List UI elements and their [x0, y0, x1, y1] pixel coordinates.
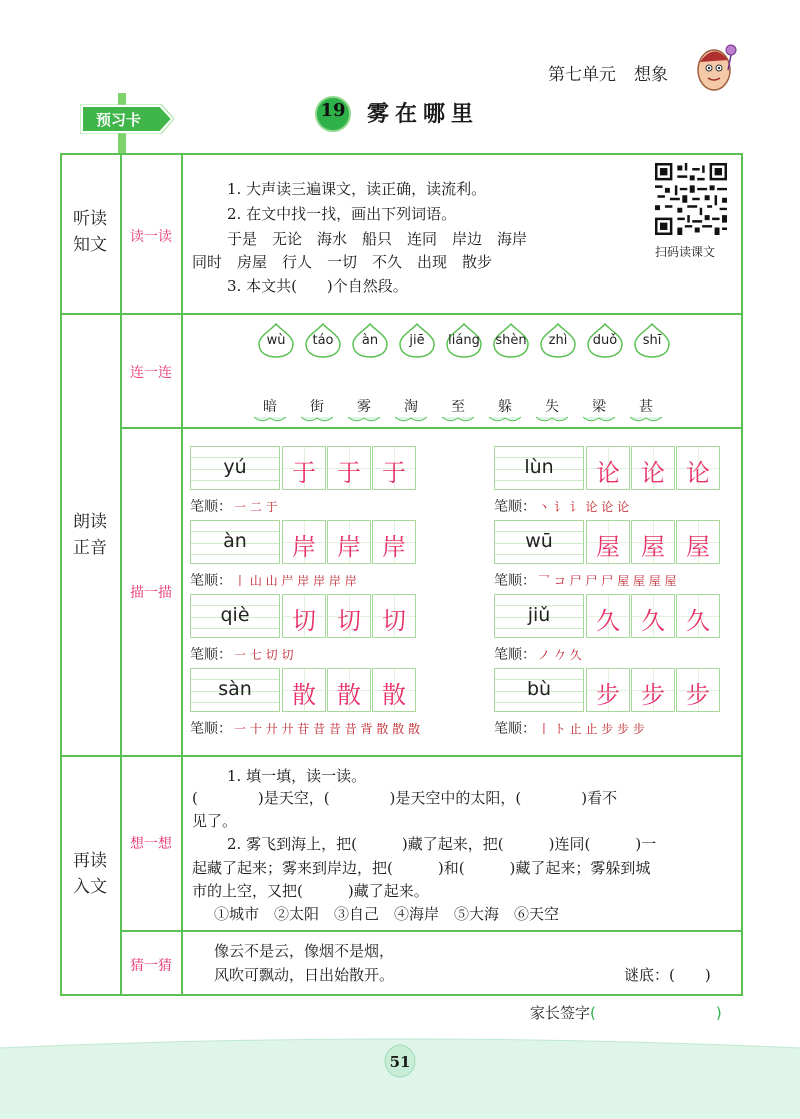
trace-char-box[interactable] — [282, 594, 326, 638]
reread-line-3: 见了。 — [192, 812, 238, 830]
sub-label-guess: 猜一猜 — [130, 958, 172, 974]
trace-row — [494, 594, 720, 638]
trace-char-box[interactable] — [631, 594, 675, 638]
pinyin-text: sàn — [218, 678, 252, 700]
trace-char: 岸 — [292, 533, 316, 561]
trace-char: 散 — [382, 681, 406, 709]
riddle-line-1: 像云不是云，像烟不是烟， — [214, 942, 395, 960]
trace-char: 岸 — [337, 533, 361, 561]
trace-char: 散 — [337, 681, 361, 709]
divider — [120, 427, 743, 429]
section-label-listen: 听读 知文 — [73, 209, 107, 255]
stroke-order — [494, 496, 629, 516]
pinyin-text: qiè — [220, 604, 250, 626]
pinyin-drop[interactable] — [585, 322, 625, 358]
char-leaf[interactable] — [626, 396, 666, 424]
divider — [120, 153, 122, 996]
pinyin-label: zhì — [548, 333, 568, 348]
trace-char-box[interactable] — [372, 446, 416, 490]
trace-char: 步 — [596, 681, 620, 709]
qr-label: 扫码读课文 — [655, 245, 716, 259]
riddle-answer: 谜底：( ) — [624, 966, 711, 984]
stroke-sequence: 一 二 于 — [234, 500, 278, 514]
trace-char-box[interactable] — [282, 520, 326, 564]
divider — [120, 930, 743, 932]
trace-char: 论 — [641, 459, 665, 487]
unit-name: 第七单元 — [548, 65, 616, 85]
pinyin-drop[interactable] — [632, 322, 672, 358]
char-leaf[interactable] — [532, 396, 572, 424]
qr-code-icon[interactable] — [655, 163, 727, 235]
pinyin-label: shī — [642, 333, 662, 348]
page-number: 51 — [389, 1053, 411, 1071]
stroke-sequence: 丶 讠 讠 论 论 论 — [538, 500, 630, 514]
char-leaf[interactable] — [344, 396, 384, 424]
trace-row — [190, 446, 416, 490]
stroke-order — [494, 570, 677, 590]
trace-char-box[interactable] — [631, 446, 675, 490]
trace-char-box[interactable] — [586, 668, 630, 712]
lesson-title: 雾在哪里 — [367, 102, 480, 127]
trace-char: 步 — [686, 681, 710, 709]
trace-char-box[interactable] — [372, 520, 416, 564]
stroke-sequence: 丨 ト 止 止 步 步 步 — [538, 722, 645, 736]
parent-signature[interactable]: 家长签字( ) — [530, 1004, 722, 1022]
pinyin-box — [494, 594, 584, 638]
stroke-label: 笔顺： — [494, 647, 536, 663]
trace-char: 久 — [686, 607, 710, 635]
divider — [60, 313, 743, 315]
trace-row — [494, 668, 720, 712]
pinyin-label: wù — [266, 333, 286, 348]
section-label-pronounce: 朗读 正音 — [73, 512, 107, 558]
stroke-label: 笔顺： — [190, 647, 232, 663]
stroke-order — [190, 570, 357, 590]
trace-row — [190, 520, 416, 564]
stroke-label: 笔顺： — [190, 573, 232, 589]
trace-char: 论 — [686, 459, 710, 487]
char-leaf[interactable] — [250, 396, 290, 424]
pinyin-drop[interactable] — [303, 322, 343, 358]
trace-char-box[interactable] — [631, 520, 675, 564]
pinyin-drop[interactable] — [256, 322, 296, 358]
char-label: 雾 — [357, 399, 371, 415]
sub-label-read: 读一读 — [130, 229, 172, 245]
stroke-sequence: ノ 𠂊 久 — [538, 648, 582, 662]
trace-char-box[interactable] — [372, 668, 416, 712]
pinyin-text: àn — [223, 530, 247, 552]
pinyin-drop[interactable] — [397, 322, 437, 358]
preview-card-tab — [80, 104, 174, 134]
trace-char: 屋 — [641, 533, 665, 561]
char-leaf[interactable] — [297, 396, 337, 424]
char-leaf[interactable] — [391, 396, 431, 424]
trace-char-box[interactable] — [327, 446, 371, 490]
reread-line-6: 市的上空，又把( )藏了起来。 — [192, 882, 429, 900]
trace-row — [494, 446, 720, 490]
trace-char: 步 — [641, 681, 665, 709]
char-leaf[interactable] — [579, 396, 619, 424]
trace-row — [190, 668, 416, 712]
trace-char-box[interactable] — [586, 594, 630, 638]
char-label: 暗 — [263, 399, 277, 415]
char-label: 躲 — [498, 399, 512, 415]
pinyin-text: lùn — [524, 456, 554, 478]
divider — [60, 755, 743, 757]
sub-label-connect: 连一连 — [130, 365, 172, 381]
divider — [181, 153, 183, 996]
trace-char-box[interactable] — [676, 446, 720, 490]
stroke-order — [190, 718, 420, 738]
char-label: 失 — [545, 399, 559, 415]
pinyin-box — [190, 520, 280, 564]
trace-char-box[interactable] — [676, 668, 720, 712]
trace-char: 于 — [337, 459, 361, 487]
trace-char: 切 — [382, 607, 406, 635]
unit-title — [548, 60, 686, 85]
stroke-label: 笔顺： — [494, 573, 536, 589]
mascot-icon — [694, 40, 738, 100]
pinyin-label: shèn — [495, 333, 527, 348]
listen-line-3: 于是 无论 海水 船只 连同 岸边 海岸 — [227, 230, 528, 248]
trace-char-box[interactable] — [676, 594, 720, 638]
trace-row — [494, 520, 720, 564]
pinyin-label: liáng — [448, 333, 480, 348]
char-leaf[interactable] — [485, 396, 525, 424]
reread-line-4: 2. 雾飞到海上，把( )藏了起来，把( )连同( )一 — [227, 835, 657, 853]
reread-line-5: 起藏了起来；雾来到岸边，把( )和( )藏了起来；雾躲到城 — [192, 859, 651, 877]
reread-line-1: 1. 填一填，读一读。 — [227, 767, 367, 785]
char-label: 至 — [451, 399, 465, 415]
tab-label: 预习卡 — [96, 111, 142, 129]
trace-char-box[interactable] — [586, 520, 630, 564]
listen-line-5: 3. 本文共( )个自然段。 — [227, 277, 408, 295]
stroke-order — [190, 496, 278, 516]
trace-char-box[interactable] — [631, 668, 675, 712]
trace-char: 于 — [292, 459, 316, 487]
stroke-order — [190, 644, 293, 664]
char-label: 街 — [310, 399, 324, 415]
pinyin-drop[interactable] — [538, 322, 578, 358]
riddle-line-2: 风吹可飘动，日出始散开。 — [214, 966, 395, 984]
pinyin-text: jiǔ — [527, 604, 551, 626]
listen-line-1: 1. 大声读三遍课文，读正确，读流利。 — [227, 180, 487, 198]
section-label-reread: 再读 入文 — [73, 851, 107, 897]
stroke-label: 笔顺： — [494, 721, 536, 737]
trace-char-box[interactable] — [327, 594, 371, 638]
char-label: 甚 — [639, 399, 653, 415]
stroke-order — [494, 718, 645, 738]
unit-theme: 想象 — [634, 65, 668, 85]
pinyin-label: àn — [361, 333, 379, 348]
char-label: 梁 — [592, 399, 606, 415]
trace-char: 论 — [596, 459, 620, 487]
pinyin-box — [190, 668, 280, 712]
pinyin-text: bù — [526, 678, 552, 700]
trace-char-box[interactable] — [327, 520, 371, 564]
stroke-sequence: 丨 山 山 屵 岸 岸 岸 岸 — [234, 574, 357, 588]
stroke-sequence: 一 十 廾 廾 苷 昔 昔 昔 背 散 散 散 — [234, 722, 420, 736]
stroke-sequence: 乛 コ 尸 尸 尸 屋 屋 屋 屋 — [538, 574, 677, 588]
pinyin-drop[interactable] — [491, 322, 531, 358]
trace-char-box[interactable] — [372, 594, 416, 638]
trace-char: 于 — [382, 459, 406, 487]
pinyin-box — [494, 668, 584, 712]
stroke-label: 笔顺： — [190, 721, 232, 737]
char-leaf[interactable] — [438, 396, 478, 424]
sub-label-think: 想一想 — [130, 836, 172, 852]
stroke-order — [494, 644, 582, 664]
pinyin-box — [190, 594, 280, 638]
trace-row — [190, 594, 416, 638]
pinyin-text: wū — [525, 530, 553, 552]
char-label: 淘 — [404, 399, 418, 415]
pinyin-label: táo — [312, 333, 334, 348]
pinyin-label: duǒ — [592, 333, 618, 348]
sub-label-trace: 描一描 — [130, 585, 172, 601]
trace-char: 散 — [292, 681, 316, 709]
lesson-number: 19 — [320, 100, 346, 121]
listen-line-4: 同时 房屋 行人 一切 不久 出现 散步 — [192, 253, 493, 271]
trace-char-box[interactable] — [676, 520, 720, 564]
trace-char-box[interactable] — [586, 446, 630, 490]
trace-char-box[interactable] — [282, 668, 326, 712]
pinyin-label: jiē — [409, 333, 425, 348]
pinyin-box — [494, 446, 584, 490]
trace-char: 切 — [337, 607, 361, 635]
trace-char-box[interactable] — [282, 446, 326, 490]
trace-char: 久 — [596, 607, 620, 635]
stroke-label: 笔顺： — [190, 499, 232, 515]
stroke-label: 笔顺： — [494, 499, 536, 515]
listen-line-2: 2. 在文中找一找，画出下列词语。 — [227, 205, 457, 223]
trace-char: 屋 — [596, 533, 620, 561]
pinyin-drop[interactable] — [444, 322, 484, 358]
trace-char: 屋 — [686, 533, 710, 561]
reread-options: ①城市 ②太阳 ③自己 ④海岸 ⑤大海 ⑥天空 — [214, 905, 560, 923]
pinyin-text: yú — [223, 456, 247, 478]
pinyin-box — [190, 446, 280, 490]
reread-line-2: ( )是天空，( )是天空中的太阳，( )看不 — [192, 789, 618, 807]
trace-char-box[interactable] — [327, 668, 371, 712]
pinyin-box — [494, 520, 584, 564]
trace-char: 久 — [641, 607, 665, 635]
stroke-sequence: 一 七 切 切 — [234, 648, 294, 662]
trace-char: 岸 — [382, 533, 406, 561]
trace-char: 切 — [292, 607, 316, 635]
pinyin-drop[interactable] — [350, 322, 390, 358]
